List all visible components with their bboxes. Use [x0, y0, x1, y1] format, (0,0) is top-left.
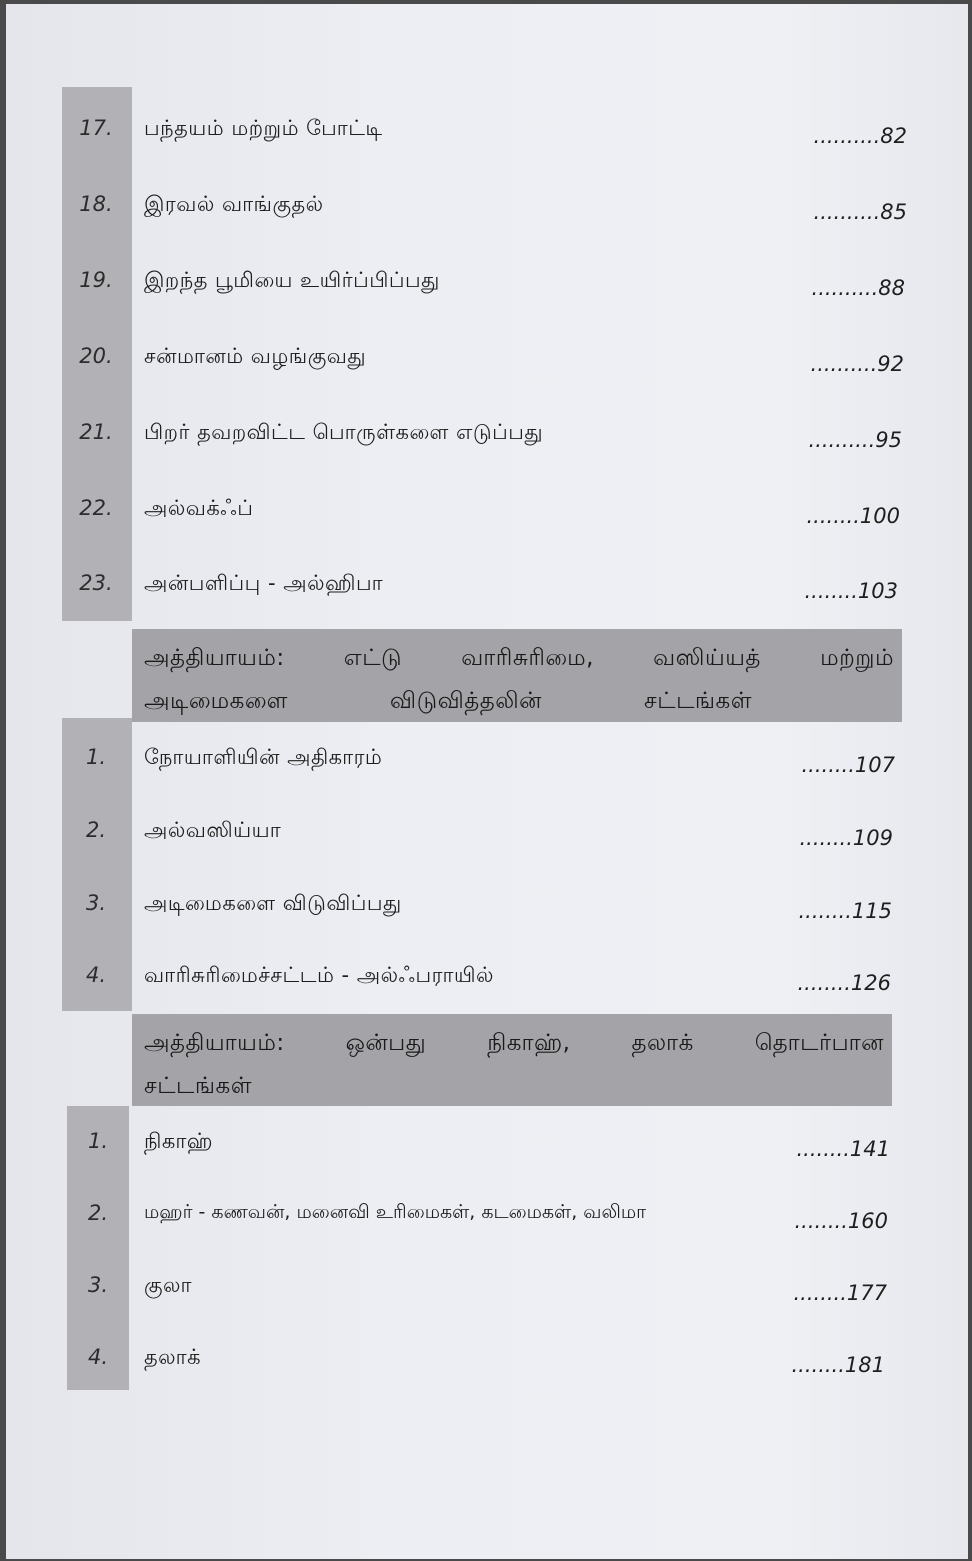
toc-entry[interactable] [6, 1201, 968, 1241]
entry-page: ........103 [804, 579, 898, 603]
entry-title: நோயாளியின் அதிகாரம் [144, 745, 383, 769]
entry-title: அன்பளிப்பு - அல்ஹிபா [144, 571, 384, 595]
entry-number: 3. [87, 1273, 109, 1297]
entry-title: அடிமைகளை விடுவிப்பது [144, 891, 402, 915]
entry-number: 3. [85, 891, 107, 915]
heading-word: தொடர்பான [754, 1030, 884, 1056]
entry-title: பிறர் தவறவிட்ட பொருள்களை எடுப்பது [144, 420, 544, 444]
entry-number: 2. [87, 1201, 109, 1225]
book-page [6, 4, 968, 1559]
toc-entry[interactable] [6, 420, 968, 460]
toc-entry[interactable] [6, 344, 968, 384]
toc-entry[interactable] [6, 963, 968, 1003]
toc-entry[interactable] [6, 818, 968, 858]
chapter-heading-line [144, 1065, 884, 1108]
chapter-heading-line [144, 680, 752, 723]
heading-word: விடுவித்தலின் [389, 688, 542, 714]
entry-page: ........100 [806, 504, 900, 528]
toc-entry[interactable] [6, 192, 968, 232]
entry-number: 1. [85, 745, 107, 769]
toc-entry[interactable] [6, 1345, 968, 1385]
entry-number: 18. [79, 192, 113, 216]
entry-title: அல்வக்ஃப் [144, 496, 254, 520]
heading-word: வாரிசுரிமை, [461, 645, 594, 671]
entry-title: இறந்த பூமியை உயிர்ப்பிப்பது [144, 268, 440, 292]
entry-title: நிகாஹ் [144, 1129, 214, 1153]
heading-word: வஸிய்யத் [653, 645, 761, 671]
entry-page: ..........88 [811, 276, 905, 300]
toc-entry[interactable] [6, 571, 968, 611]
toc-entry[interactable] [6, 1129, 968, 1169]
entry-title: அல்வஸிய்யா [144, 818, 282, 842]
entry-number: 1. [87, 1129, 109, 1153]
entry-number: 4. [85, 963, 107, 987]
entry-number: 22. [79, 496, 113, 520]
entry-page: ........160 [794, 1209, 888, 1233]
entry-title: இரவல் வாங்குதல் [144, 192, 324, 216]
entry-number: 17. [79, 116, 113, 140]
heading-word: தலாக் [631, 1030, 694, 1056]
entry-page: ........141 [796, 1137, 890, 1161]
entry-page: ..........92 [810, 352, 904, 376]
heading-word: நிகாஹ், [487, 1030, 571, 1056]
toc-entry[interactable] [6, 116, 968, 156]
toc-entry[interactable] [6, 1273, 968, 1313]
entry-title: குலா [144, 1273, 192, 1297]
entry-number: 23. [79, 571, 113, 595]
chapter-heading-line [144, 637, 894, 680]
entry-page: ........115 [798, 899, 892, 923]
entry-number: 20. [79, 344, 113, 368]
entry-page: ........126 [797, 971, 891, 995]
chapter-9-heading [144, 1022, 884, 1108]
heading-word: அத்தியாயம்: [144, 1030, 285, 1056]
entry-number: 4. [87, 1345, 109, 1369]
chapter-8-heading [144, 637, 894, 723]
entry-page: ........177 [793, 1281, 887, 1305]
heading-word: சட்டங்கள் [644, 688, 752, 714]
heading-word: மற்றும் [820, 645, 894, 671]
heading-word: சட்டங்கள் [144, 1073, 252, 1099]
toc-entry[interactable] [6, 745, 968, 785]
heading-word: ஒன்பது [345, 1030, 427, 1056]
heading-word: எட்டு [343, 645, 403, 671]
entry-page: ..........95 [808, 428, 902, 452]
toc-entry[interactable] [6, 891, 968, 931]
entry-title: பந்தயம் மற்றும் போட்டி [144, 116, 383, 140]
entry-page: ..........85 [813, 200, 907, 224]
entry-number: 19. [79, 268, 113, 292]
entry-number: 2. [85, 818, 107, 842]
entry-page: ........181 [791, 1353, 885, 1377]
entry-number: 21. [79, 420, 113, 444]
toc-entry[interactable] [6, 496, 968, 536]
chapter-heading-line [144, 1022, 884, 1065]
entry-page: ........109 [799, 826, 893, 850]
heading-word: அத்தியாயம்: [144, 645, 285, 671]
entry-title: வாரிசுரிமைச்சட்டம் - அல்ஃபராயில் [144, 963, 494, 987]
entry-page: ........107 [801, 753, 895, 777]
entry-title: மஹர் - கணவன், மனைவி உரிமைகள், கடமைகள், வலிமா [144, 1201, 647, 1223]
heading-word: அடிமைகளை [144, 688, 288, 714]
entry-title: சன்மானம் வழங்குவது [144, 344, 367, 368]
entry-page: ..........82 [813, 124, 907, 148]
entry-title: தலாக் [144, 1345, 202, 1369]
toc-entry[interactable] [6, 268, 968, 308]
